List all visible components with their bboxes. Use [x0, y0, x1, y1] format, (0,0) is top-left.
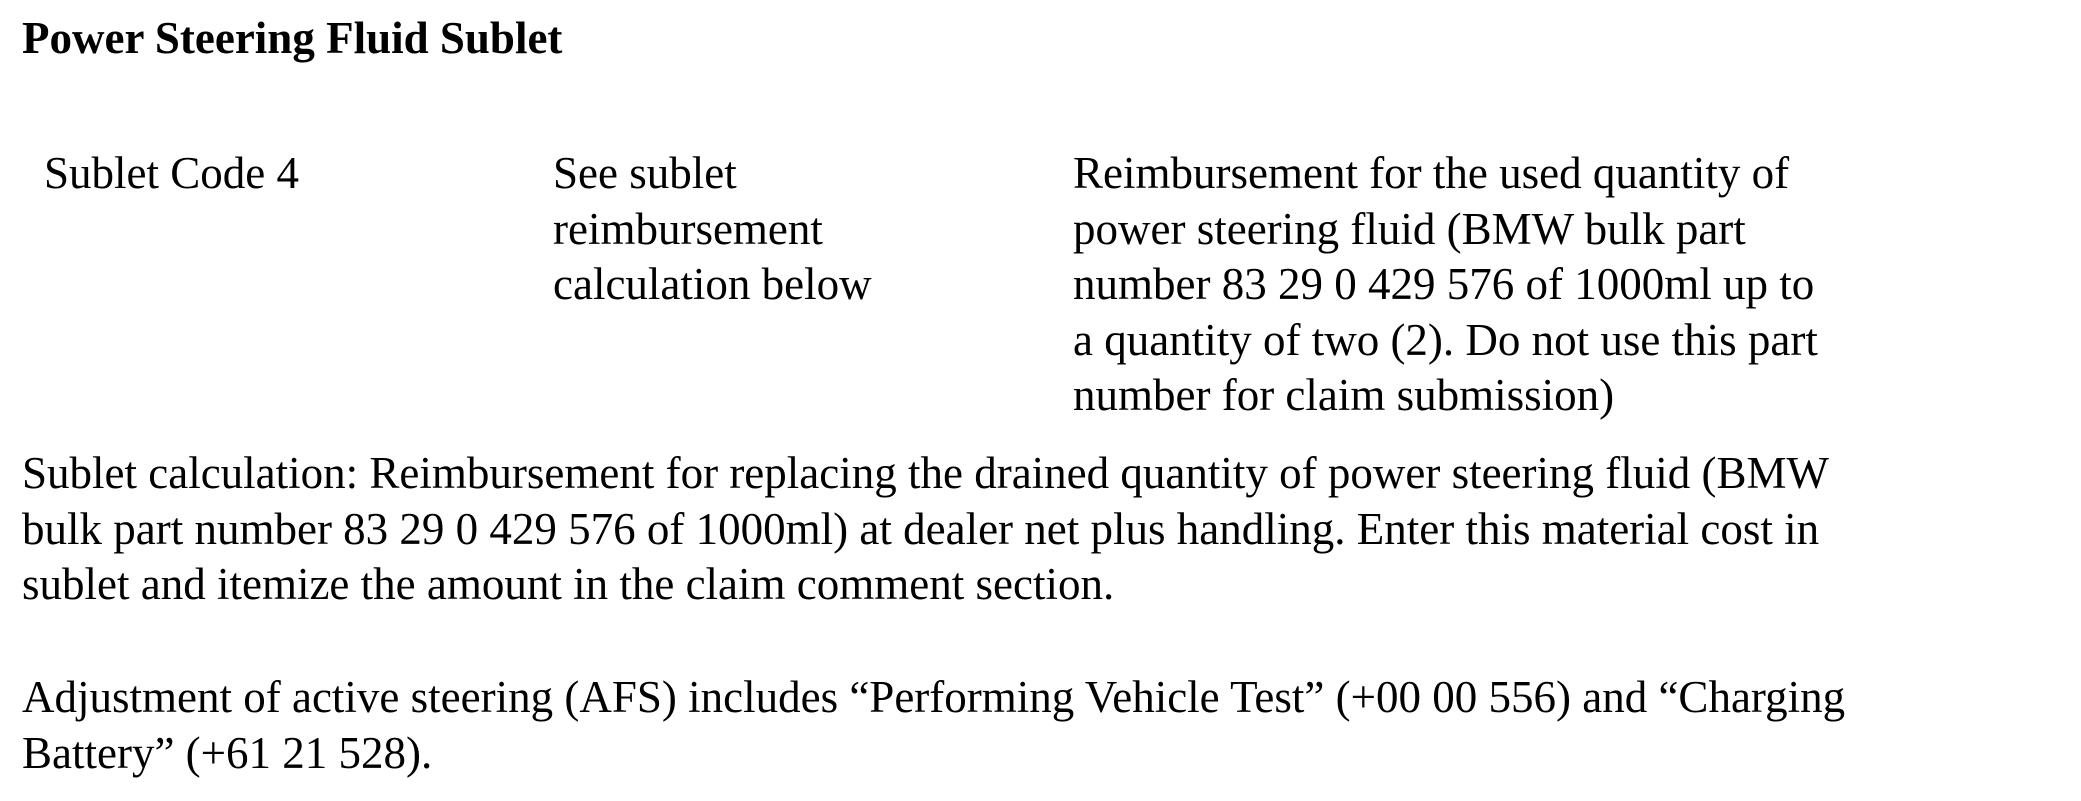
reimbursement-reference-line: calculation below — [553, 259, 872, 309]
reimbursement-description-line: a quantity of two (2). Do not use this part — [1073, 314, 1818, 365]
reimbursement-reference-cell — [553, 146, 973, 313]
sublet-calculation-line: sublet and itemize the amount in the claim comment section. — [22, 559, 1115, 609]
sublet-calculation-line: Sublet calculation: Reimbursement for replacing the drained quantity of power steering fluid (BMW — [22, 448, 1829, 498]
reimbursement-description-line: number for claim submission) — [1073, 370, 1615, 420]
reimbursement-description-cell — [1073, 146, 1953, 424]
afs-adjustment-line: Adjustment of active steering (AFS) includes “Performing Vehicle Test” (+00 00 556) and “Charging — [22, 672, 1846, 722]
section-heading: Power Steering Fluid Sublet — [22, 13, 563, 63]
afs-adjustment-paragraph — [22, 670, 2062, 781]
sublet-code-cell: Sublet Code 4 — [44, 148, 299, 198]
sublet-calculation-line: bulk part number 83 29 0 429 576 of 1000ml) at dealer net plus handling. Enter this material cost in — [22, 503, 1820, 554]
reimbursement-description-line: power steering fluid (BMW bulk part — [1073, 203, 1746, 254]
reimbursement-description-line: Reimbursement for the used quantity of — [1073, 148, 1790, 198]
afs-adjustment-line: Battery” (+61 21 528). — [22, 727, 433, 778]
reimbursement-reference-line: See sublet — [553, 148, 737, 198]
reimbursement-reference-line: reimbursement — [553, 203, 823, 254]
sublet-calculation-paragraph — [22, 446, 2062, 613]
reimbursement-description-line: number 83 29 0 429 576 of 1000ml up to — [1073, 259, 1815, 309]
